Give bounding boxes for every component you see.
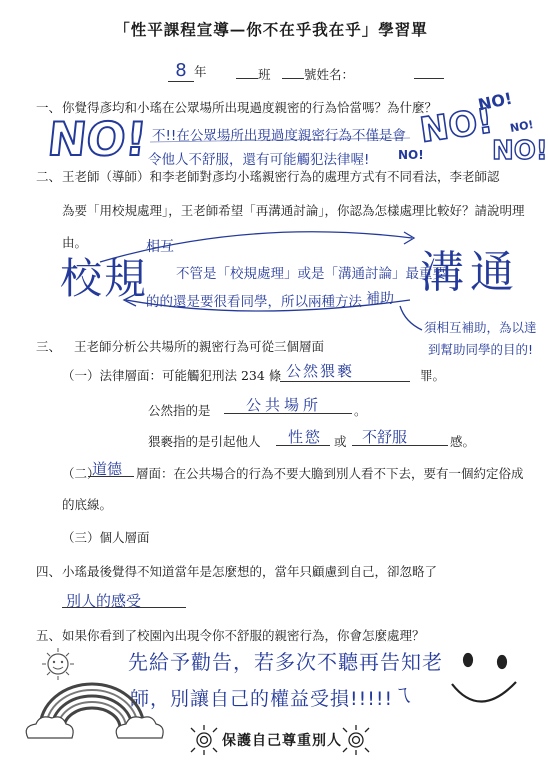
q5-answer-line2: 師，別讓自己的權益受損!!!!!	[130, 688, 394, 710]
q1-answer-line2: 令他人不舒服，還有可能觸犯法律喔!	[148, 152, 370, 168]
q2-bottom-arc	[126, 300, 410, 311]
q1-number: 一、	[36, 100, 62, 115]
swirl-icon-right	[343, 725, 369, 755]
sun-drawing	[42, 648, 74, 680]
q3-obscene-answer1: 性慾	[288, 428, 323, 446]
q5-number: 五、	[36, 628, 62, 643]
q2-side-arrow	[400, 306, 422, 330]
q3-public-answer: 公共場所	[246, 396, 323, 414]
q3-text: 王老師分析公共場所的親密行為可從三個層面	[74, 339, 325, 354]
q1-side-no-large: NO!	[417, 101, 496, 151]
q3-number: 三、	[36, 339, 62, 354]
class-label: 班	[258, 67, 271, 82]
q3-public-suffix: 。	[354, 403, 367, 418]
q3-obscene-suffix: 感。	[450, 434, 476, 449]
q5-answer-line1: 先給予勸告，若多次不聽再告知老	[128, 650, 443, 674]
q2-hw-line1: 不管是「校規處理」或是「溝通討論」最重要	[176, 266, 446, 282]
q2-top-arc	[100, 232, 412, 262]
q4-text: 小瑤最後覺得不知道當年是怎麼想的，當年只顧慮到自己，卻忽略了	[62, 564, 438, 579]
q2-line2: 為要「用校規處理」，王老師希望「再溝通討論」，你認為怎樣處理比較好？請說明理	[62, 203, 525, 218]
q1-side-no-small-1: NO!	[476, 88, 514, 115]
q2-hw-right: 溝通	[420, 247, 520, 298]
worksheet-title: 「性平課程宣導—你不在乎我在乎」學習單	[114, 20, 428, 39]
q3-law-label: （一）法律層面：可能觸犯刑法 234 條	[62, 368, 282, 383]
q1-answer-line1: 不!!在公眾場所出現過度親密行為不僅是會	[152, 128, 406, 144]
rainbow-drawing	[26, 684, 163, 738]
q2-line1: 王老師（導師）和李老師對彥均小瑤親密行為的處理方式有不同看法，李老師認	[62, 169, 500, 184]
q2-bottom-arrowhead	[124, 294, 136, 306]
q3-law-answer: 公然猥褻	[286, 362, 355, 380]
number-label: 號	[304, 67, 317, 82]
q1-side-no-medium: NO!	[492, 136, 548, 166]
q2-hw-left: 校規	[60, 254, 149, 303]
q1-side-no-tiny: NO!	[398, 148, 424, 162]
q2-hw-inserted: 補助	[366, 291, 394, 307]
name-label: 姓名：	[316, 67, 355, 82]
q4-number: 四、	[36, 564, 62, 579]
q3-moral-text1: 層面：在公共場合的行為不要大膽到別人看不下去，要有一個約定俗成	[136, 466, 524, 481]
q3-moral-text2: 的底線。	[62, 497, 113, 512]
grade-label: 年	[194, 64, 207, 79]
swirl-icon-left	[191, 725, 217, 755]
q2-hw-line2: 的的還是要很看同學，所以兩種方法	[146, 294, 362, 310]
q3-moral-prefix: （二）	[62, 466, 100, 481]
q4-answer: 別人的感受	[66, 592, 142, 610]
footer-slogan: 保護自己尊重別人	[222, 733, 342, 749]
q2-number: 二、	[36, 169, 62, 184]
q3-obscene-label: 猥褻指的是引起他人	[148, 434, 261, 449]
q1-big-no: NO!	[45, 112, 150, 166]
q3-moral-answer: 道德	[92, 460, 123, 478]
q2-hw-side2: 到幫助同學的目的!	[428, 342, 534, 357]
grade-value: 8	[168, 60, 194, 82]
q2-line3: 由。	[62, 235, 88, 250]
q3-law-suffix: 罪。	[420, 368, 446, 383]
q5-answer-extra: ㄟ	[392, 683, 415, 708]
q3-obscene-or: 或	[334, 434, 347, 449]
q1-text: 你覺得彥均和小瑤在公眾場所出現過度親密的行為恰當嗎？為什麼？	[62, 100, 438, 115]
smiley-drawing	[452, 654, 516, 702]
q2-hw-top: 相互	[146, 239, 174, 255]
q1-side-no-small-2: NO!	[509, 118, 535, 135]
q5-text: 如果你看到了校園內出現令你不舒服的親密行為，你會怎麼處理？	[62, 628, 425, 643]
q3-public-label: 公然指的是	[148, 403, 211, 418]
q2-hw-side1: 須相互補助，為以達	[424, 320, 537, 335]
q3-personal: （三）個人層面	[62, 530, 150, 545]
q3-obscene-answer2: 不舒服	[362, 428, 408, 446]
